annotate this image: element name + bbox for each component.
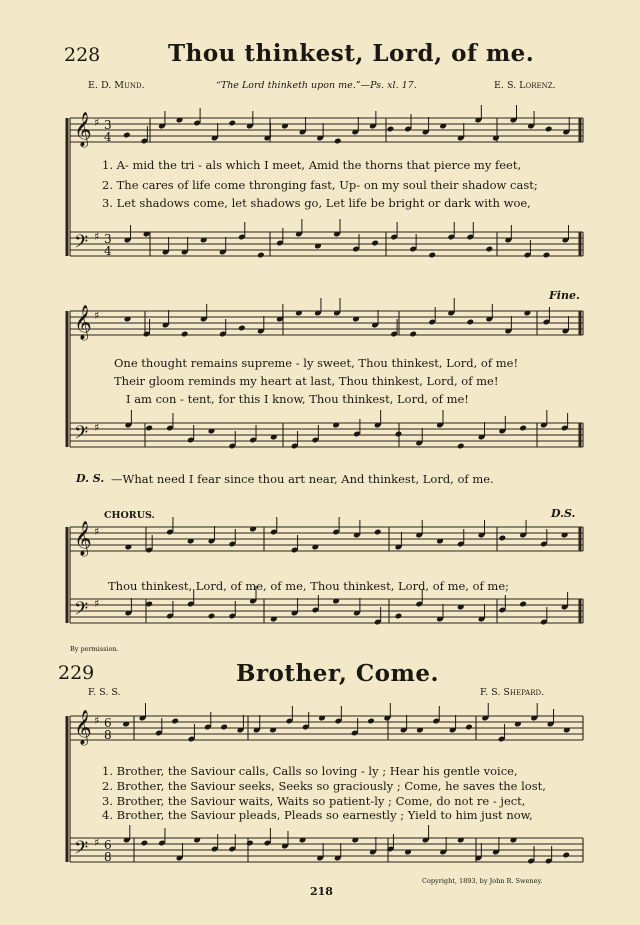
melody-note bbox=[181, 331, 189, 338]
key-signature-sharp-icon: ♯ bbox=[94, 230, 100, 243]
verse-line: 1. Brother, the Saviour calls, Calls so loving - ly ; Hear his gentle voice, bbox=[102, 764, 518, 778]
melody-note bbox=[387, 126, 395, 133]
melody-note bbox=[238, 325, 246, 332]
chorus-label: CHORUS. bbox=[104, 510, 155, 521]
key-signature-sharp-icon: ♯ bbox=[94, 309, 100, 322]
treble-clef-icon: 𝄞 bbox=[74, 710, 92, 745]
verse-line: 2. Brother, the Saviour seeks, Seeks so graciously ; Come, he saves the lost, bbox=[102, 779, 546, 793]
hymn-author: F. S. S. bbox=[88, 687, 121, 698]
time-signature-denominator: 8 bbox=[104, 850, 112, 864]
melody-note bbox=[498, 535, 506, 542]
melody-note bbox=[465, 724, 473, 731]
treble-staff bbox=[70, 716, 583, 740]
copyright-note: Copyright, 1893, by John R. Sweney. bbox=[422, 877, 543, 885]
page-number: 218 bbox=[310, 885, 333, 898]
ds-line-text: —What need I fear since thou art near, And thinkest, Lord, of me. bbox=[111, 472, 494, 486]
melody-note bbox=[545, 126, 553, 133]
time-signature-numerator: 3 bbox=[104, 232, 112, 246]
hymn-title: Thou thinkest, Lord, of me. bbox=[168, 40, 535, 67]
hymn-author: E. D. Mund. bbox=[88, 80, 145, 91]
bass-note bbox=[543, 252, 551, 259]
bass-clef-icon: 𝄢 bbox=[74, 423, 89, 448]
treble-staff bbox=[70, 527, 583, 551]
fine-marking: Fine. bbox=[549, 289, 580, 302]
melody-note bbox=[228, 120, 236, 127]
bass-note bbox=[457, 443, 465, 450]
treble-clef-icon: 𝄞 bbox=[74, 305, 92, 340]
bass-clef-icon: 𝄢 bbox=[74, 232, 89, 257]
bass-note bbox=[371, 240, 379, 247]
time-signature-numerator: 6 bbox=[104, 838, 112, 852]
bass-note bbox=[395, 613, 403, 620]
ds-label: D. S. bbox=[76, 472, 105, 485]
bass-note bbox=[485, 246, 493, 253]
treble-clef-icon: 𝄞 bbox=[74, 112, 92, 147]
key-signature-sharp-icon: ♯ bbox=[94, 116, 100, 129]
hymn-composer: E. S. Lorenz. bbox=[494, 80, 556, 91]
melody-note bbox=[374, 529, 382, 536]
bass-note bbox=[562, 852, 570, 859]
refrain-line: Their gloom reminds my heart at last, Thou thinkest, Lord, of me! bbox=[114, 374, 499, 388]
time-signature-numerator: 3 bbox=[104, 118, 112, 132]
key-signature-sharp-icon: ♯ bbox=[94, 714, 100, 727]
chorus-text: Thou thinkest, Lord, of me, of me, Thou thinkest, Lord, of me, of me; bbox=[108, 579, 510, 593]
melody-note bbox=[123, 132, 131, 139]
hymn-number: 228 bbox=[64, 44, 101, 66]
hymn-number: 229 bbox=[58, 662, 95, 684]
refrain-line: One thought remains supreme - ly sweet, Thou thinkest, Lord, of me! bbox=[114, 356, 519, 370]
bass-clef-icon: 𝄢 bbox=[74, 599, 89, 624]
time-signature-numerator: 6 bbox=[104, 716, 112, 730]
melody-note bbox=[367, 718, 375, 725]
bass-note bbox=[246, 840, 254, 847]
hymn-title: Brother, Come. bbox=[236, 660, 439, 687]
chorus-ds-marking: D.S. bbox=[551, 507, 576, 520]
melody-note bbox=[171, 718, 179, 725]
bass-note bbox=[428, 252, 436, 259]
verse-line: 1. A- mid the tri - als which I meet, Amid the thorns that pierce my feet, bbox=[102, 158, 522, 172]
bass-note bbox=[519, 601, 527, 608]
time-signature-denominator: 8 bbox=[104, 728, 112, 742]
key-signature-sharp-icon: ♯ bbox=[94, 421, 100, 434]
bass-note bbox=[519, 425, 527, 432]
treble-clef-icon: 𝄞 bbox=[74, 521, 92, 556]
bass-note bbox=[395, 431, 403, 438]
melody-note bbox=[409, 331, 417, 338]
bass-note bbox=[141, 840, 149, 847]
time-signature-denominator: 4 bbox=[104, 244, 112, 258]
key-signature-sharp-icon: ♯ bbox=[94, 836, 100, 849]
bass-note bbox=[257, 252, 265, 259]
melody-note bbox=[220, 724, 228, 731]
scripture-motto: “The Lord thinketh upon me.”—Ps. xl. 17. bbox=[216, 80, 417, 91]
bass-clef-icon: 𝄢 bbox=[74, 838, 89, 863]
time-signature-denominator: 4 bbox=[104, 130, 112, 144]
melody-note bbox=[466, 319, 474, 326]
bass-note bbox=[208, 613, 216, 620]
verse-line: 4. Brother, the Saviour pleads, Pleads so earnestly ; Yield to him just now, bbox=[102, 808, 533, 822]
bass-note bbox=[145, 425, 153, 432]
refrain-line: I am con - tent, for this I know, Thou thinkest, Lord, of me! bbox=[126, 392, 469, 406]
melody-note bbox=[334, 138, 342, 145]
hymn-composer: F. S. Shepard. bbox=[480, 687, 545, 698]
key-signature-sharp-icon: ♯ bbox=[94, 525, 100, 538]
permission-note: By permission. bbox=[70, 645, 119, 653]
verse-line: 2. The cares of life come thronging fast, Up- on my soul their shadow cast; bbox=[102, 178, 538, 192]
key-signature-sharp-icon: ♯ bbox=[94, 597, 100, 610]
verse-line: 3. Let shadows come, let shadows go, Let life be bright or dark with woe, bbox=[102, 196, 531, 210]
verse-line: 3. Brother, the Saviour waits, Waits so patient-ly ; Come, do not re - ject, bbox=[102, 794, 526, 808]
